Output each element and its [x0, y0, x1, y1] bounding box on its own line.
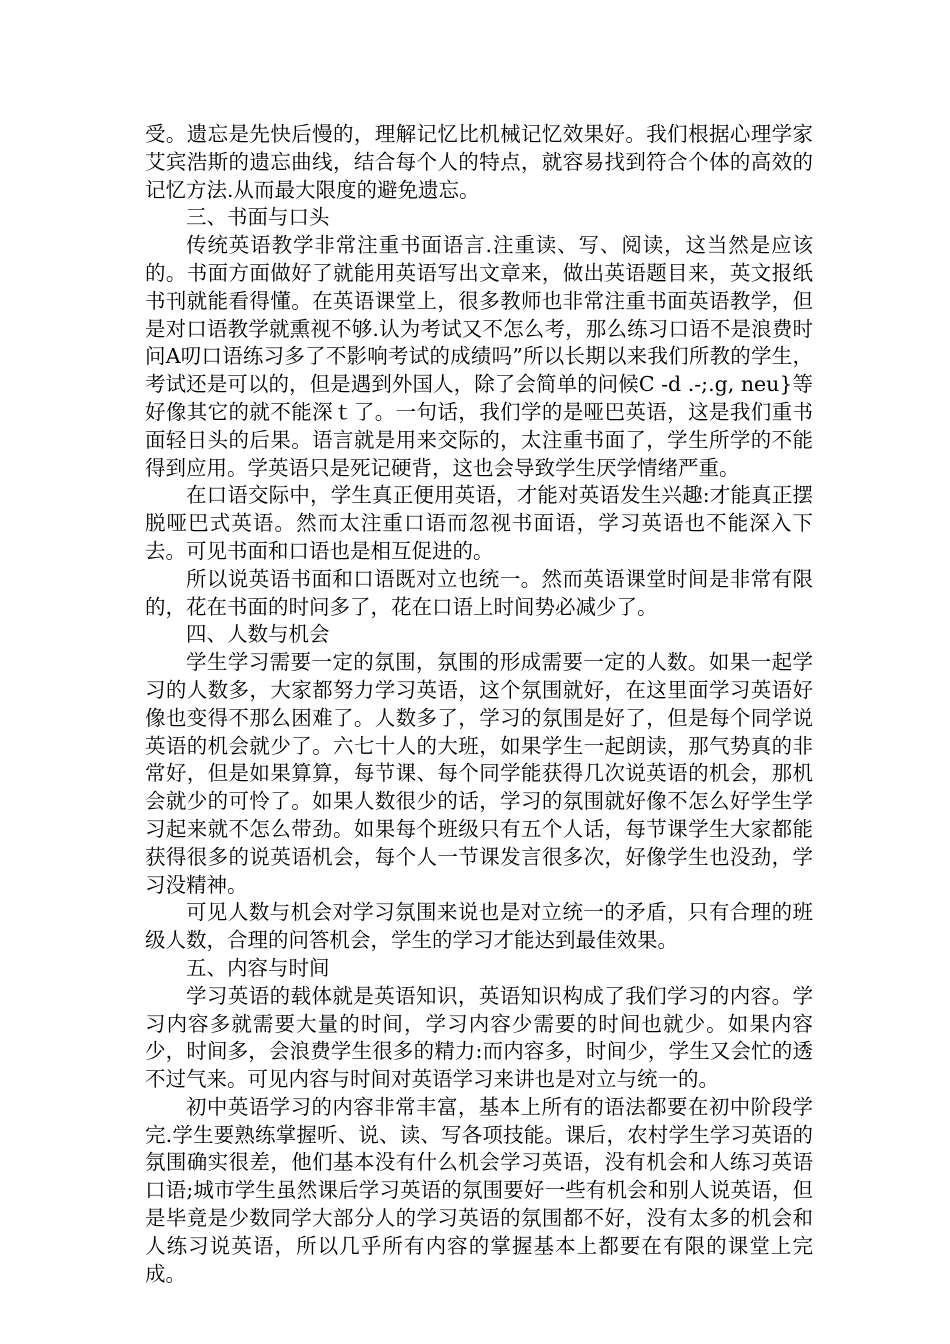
- paragraph-written-oral-unity: 所以说英语书面和口语既对立也统一。然而英语课堂时间是非常有限的，花在书面的时问多了，花在口语上时间势必减少了。: [145, 566, 813, 619]
- section-heading-content-time: 五、内容与时间: [186, 955, 330, 980]
- paragraph-class-size-conclusion: 可见人数与机会对学习氛围来说也是对立统一的矛盾，只有合理的班级人数，合理的问答机会，学生的学习才能达到最佳效果。: [145, 900, 813, 953]
- paragraph-class-size: 学生学习需要一定的氛围，氛围的形成需要一定的人数。如果一起学习的人数多，大家都努力学习英语，这个氛围就好，在这里面学习英语好像也变得不那么困难了。人数多了，学习的氛围是好了，但是每个同学说英语的机会就少了。六七十人的大班，如果学生一起朗读，那气势真的非常好，但是如果算算，每节课、每个同学能获得几次说英语的机会，那机会就少的可怜了。如果人数很少的话，学习的氛围就好像不怎么好学生学习起来就不怎么带劲。如果每个班级只有五个人话，每节课学生大家都能获得很多的说英语机会，每个人一节课发言很多次，好像学生也没劲，学习没精神。: [145, 650, 813, 897]
- paragraph-oral-communication: 在口语交际中，学生真正便用英语，才能对英语发生兴趣:才能真正摆脱哑巴式英语。然而太注重口语而忽视书面语，学习英语也不能深入下去。可见书面和口语也是相互促进的。: [145, 483, 813, 563]
- paragraph-written-language: 传统英语教学非常注重书面语言.注重读、写、阅读，这当然是应该的。书面方面做好了就能用英语写出文章来，做出英语题目来，英文报纸书刊就能看得懂。在英语课堂上，很多教师也非常注重书面英语教学，但是对口语教学就熏视不够.认为考试又不怎么考，那么练习口语不是浪费时问A叨口语练习多了不影响考试的成绩吗”所以长期以来我们所教的学生，考试还是可以的，但是遇到外国人，除了会简单的问候C -d .-;.g, neu}等好像其它的就不能深ｔ了。一句话，我们学的是哑巴英语，这是我们重书面轻日头的后果。语言就是用来交际的，太注重书面了，学生所学的不能得到应用。学英语只是死记硬背，这也会导致学生厌学情绪严重。: [145, 233, 813, 480]
- section-heading-written-oral: 三、书面与口头: [186, 205, 330, 230]
- paragraph-content-time: 学习英语的载体就是英语知识，英语知识构成了我们学习的内容。学习内容多就需要大量的时间，学习内容少需要的时间也就少。如果内容少，时间多，会浪费学生很多的精力:而内容多，时间少，学生又会忙的透不过气来。可见内容与时间对英语学习来讲也是对立与统一的。: [145, 983, 813, 1092]
- paragraph-junior-high-content: 初中英语学习的内容非常丰富，基本上所有的语法都要在初中阶段学完.学生要熟练掌握听、说、读、写各项技能。课后，农村学生学习英语的氛围确实很差，他们基本没有什么机会学习英语，没有机会和人练习英语口语;城市学生虽然课后学习英语的氛围要好一些有机会和别人说英语，但是毕竟是少数同学大部分人的学习英语的氛围都不好，没有太多的机会和人练习说英语，所以几乎所有内容的掌握基本上都要在有限的课堂上完成。: [145, 1094, 813, 1286]
- section-heading-numbers-opportunity: 四、人数与机会: [186, 622, 330, 647]
- paragraph-memory-conclusion: 受。遗忘是先快后慢的，理解记忆比机械记忆效果好。我们根据心理学家艾宾浩斯的遗忘曲线，结合每个人的特点，就容易找到符合个体的高效的记忆方法.从而最大限度的避免遗忘。: [145, 122, 813, 202]
- document-page: [145, 121, 813, 1288]
